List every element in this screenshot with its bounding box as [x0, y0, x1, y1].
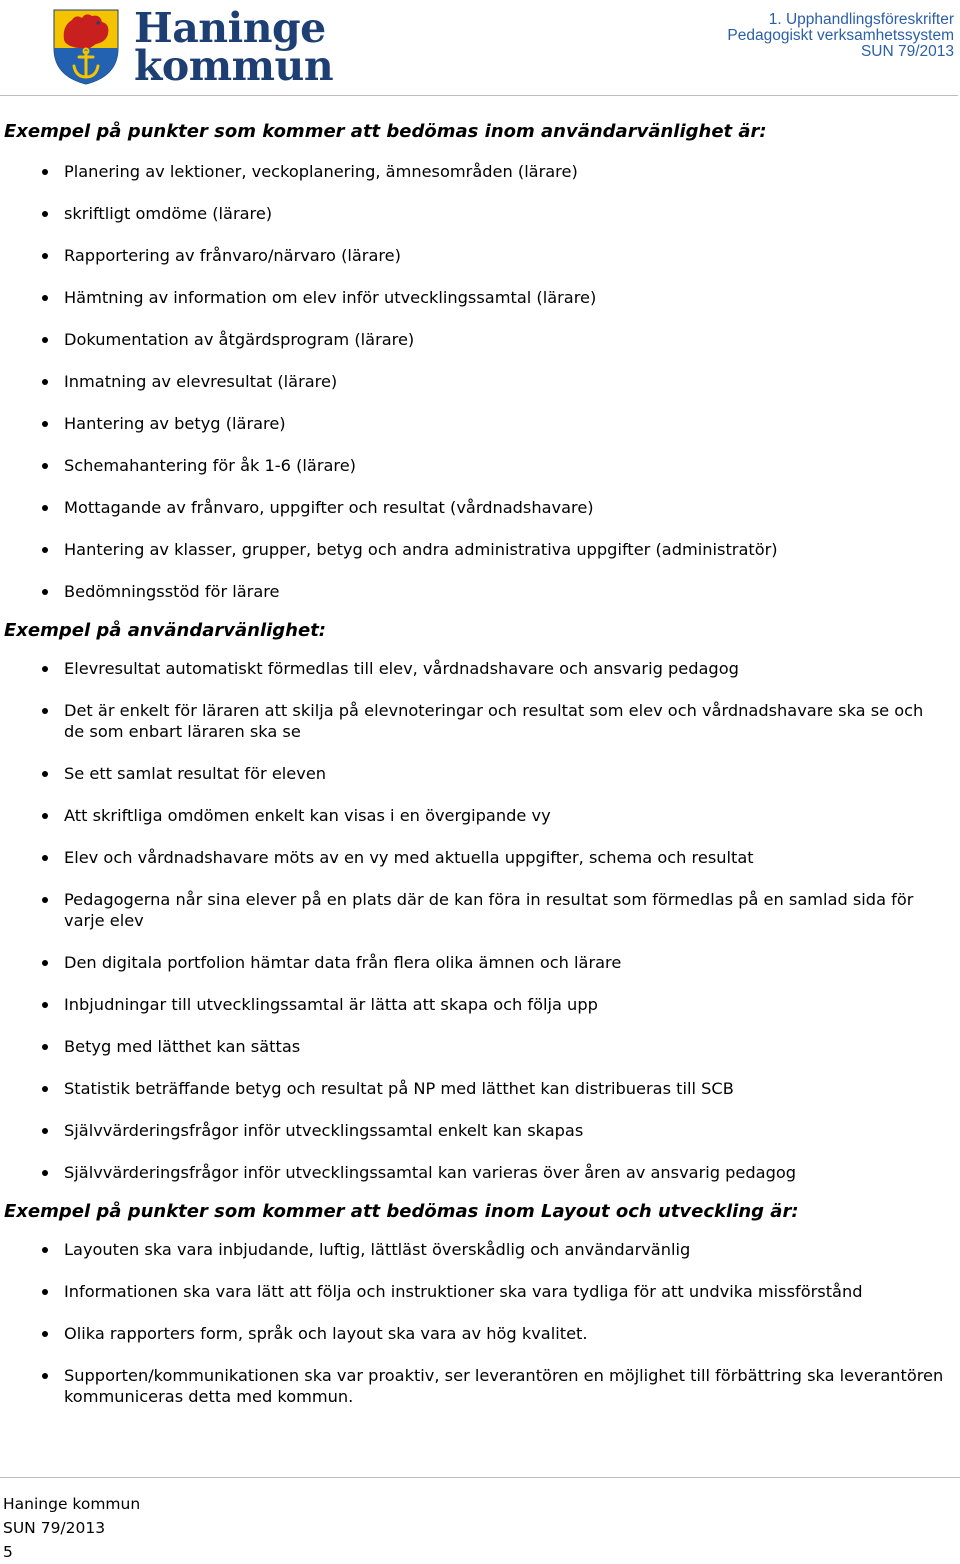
list-item: Hantering av klasser, grupper, betyg och andra administrativa uppgifter (administratör) — [4, 539, 944, 560]
list-item: Supporten/kommunikationen ska var proaktiv, ser leverantören en möjlighet till förbättring ska leverantören kommuniceras detta med kommun. — [4, 1365, 944, 1407]
list-item: Bedömningsstöd för lärare — [4, 581, 944, 602]
list-item: Självvärderingsfrågor inför utvecklingssamtal kan varieras över åren av ansvarig pedagog — [4, 1162, 944, 1183]
list-item: Att skriftliga omdömen enkelt kan visas i en övergipande vy — [4, 805, 944, 826]
list-item: Se ett samlat resultat för eleven — [4, 763, 944, 784]
header-divider — [0, 95, 958, 96]
list-item: Hämtning av information om elev inför utvecklingssamtal (lärare) — [4, 287, 944, 308]
document-case-number: SUN 79/2013 — [860, 43, 954, 60]
section-heading: Exempel på användarvänlighet: — [4, 620, 327, 641]
list-item: Elevresultat automatiskt förmedlas till elev, vårdnadshavare och ansvarig pedagog — [4, 658, 944, 679]
list-item: Det är enkelt för läraren att skilja på elevnoteringar och resultat som elev och vårdnadshavare ska se och de som enbart läraren ska se — [4, 700, 944, 742]
haninge-kommun-logo — [50, 4, 334, 90]
list-item: Inmatning av elevresultat (lärare) — [4, 371, 944, 392]
page-number: 5 — [3, 1543, 13, 1561]
logo-text-line: kommun — [134, 42, 334, 90]
list-item: Olika rapporters form, språk och layout ska vara av hög kvalitet. — [4, 1323, 944, 1344]
list-item: Betyg med lätthet kan sättas — [4, 1036, 944, 1057]
page-footer — [0, 1477, 960, 1564]
list-item: Planering av lektioner, veckoplanering, ämnesområden (lärare) — [4, 161, 944, 182]
document-reference — [727, 12, 954, 60]
bullet-list — [4, 161, 944, 602]
list-item: Självvärderingsfrågor inför utvecklingssamtal enkelt kan skapas — [4, 1120, 944, 1141]
bullet-list — [4, 1239, 944, 1407]
list-item: Den digitala portfolion hämtar data från flera olika ämnen och lärare — [4, 952, 944, 973]
list-item: Rapportering av frånvaro/närvaro (lärare) — [4, 245, 944, 266]
list-item: Statistik beträffande betyg och resultat på NP med lätthet kan distribueras till SCB — [4, 1078, 944, 1099]
list-item: Layouten ska vara inbjudande, luftig, lättläst överskådlig och användarvänlig — [4, 1239, 944, 1260]
page-header — [0, 0, 960, 96]
section-heading: Exempel på punkter som kommer att bedömas inom Layout och utveckling är: — [4, 1201, 799, 1222]
list-item: Dokumentation av åtgärdsprogram (lärare) — [4, 329, 944, 350]
list-item: Schemahantering för åk 1-6 (lärare) — [4, 455, 944, 476]
list-item: Elev och vårdnadshavare möts av en vy med aktuella uppgifter, schema och resultat — [4, 847, 944, 868]
list-item: Mottagande av frånvaro, uppgifter och resultat (vårdnadshavare) — [4, 497, 944, 518]
footer-case-number: SUN 79/2013 — [3, 1519, 106, 1537]
document-chapter: 1. Upphandlingsföreskrifter — [768, 11, 954, 28]
coat-of-arms-icon — [50, 6, 122, 86]
document-title: Pedagogiskt verksamhetssystem — [727, 27, 954, 44]
list-item: Inbjudningar till utvecklingssamtal är lätta att skapa och följa upp — [4, 994, 944, 1015]
list-item: Informationen ska vara lätt att följa och instruktioner ska vara tydliga för att undvika missförstånd — [4, 1281, 944, 1302]
list-item: skriftligt omdöme (lärare) — [4, 203, 944, 224]
list-item: Hantering av betyg (lärare) — [4, 413, 944, 434]
section-heading: Exempel på punkter som kommer att bedömas inom användarvänlighet är: — [4, 121, 767, 142]
list-item: Pedagogerna når sina elever på en plats där de kan föra in resultat som förmedlas på en samlad sida för varje elev — [4, 889, 944, 931]
footer-organization: Haninge kommun — [3, 1495, 141, 1513]
logo-text-line: Haninge — [134, 4, 326, 52]
document-body — [4, 120, 944, 1407]
bullet-list — [4, 658, 944, 1183]
